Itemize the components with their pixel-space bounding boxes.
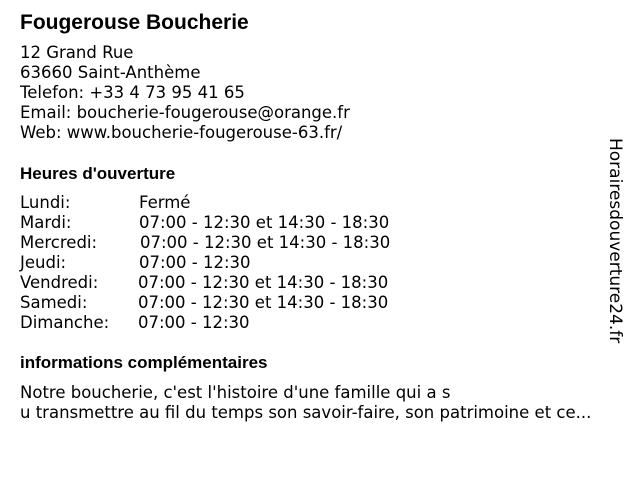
- day-hours: 07:00 - 12:30: [139, 253, 251, 272]
- info-heading: informations complémentaires: [20, 353, 268, 372]
- day-label: Dimanche:: [20, 313, 110, 332]
- day-hours: 07:00 - 12:30: [138, 313, 250, 332]
- city-address: 63660 Saint-Anthème: [20, 63, 201, 82]
- day-label: Samedi:: [20, 293, 88, 312]
- street-address: 12 Grand Rue: [20, 43, 134, 62]
- day-hours: 07:00 - 12:30 et 14:30 - 18:30: [138, 293, 389, 312]
- day-hours: 07:00 - 12:30 et 14:30 - 18:30: [139, 213, 390, 232]
- hours-heading: Heures d'ouverture: [20, 164, 176, 183]
- day-label: Mercredi:: [20, 233, 98, 252]
- day-label: Jeudi:: [20, 253, 67, 272]
- address-block: [20, 43, 350, 143]
- info-line-1: Notre boucherie, c'est l'histoire d'une famille qui a s: [20, 383, 451, 402]
- email-address: Email: boucherie-fougerouse@orange.fr: [20, 103, 350, 122]
- day-label: Lundi:: [20, 193, 71, 212]
- info-line-2: u transmettre au fil du temps son savoir-faire, son patrimoine et ce...: [20, 403, 592, 422]
- website: Web: www.boucherie-fougerouse-63.fr/: [20, 123, 343, 142]
- business-name: Fougerouse Boucherie: [20, 11, 249, 34]
- info-description: [20, 383, 591, 423]
- day-hours: 07:00 - 12:30 et 14:30 - 18:30: [140, 233, 391, 252]
- day-hours: Fermé: [139, 193, 191, 212]
- watermark-site: Horairesdouverture24.fr: [605, 138, 625, 344]
- day-label: Mardi:: [20, 213, 72, 232]
- day-hours: 07:00 - 12:30 et 14:30 - 18:30: [138, 273, 389, 292]
- phone-number: Telefon: +33 4 73 95 41 65: [20, 83, 245, 102]
- day-label: Vendredi:: [20, 273, 99, 292]
